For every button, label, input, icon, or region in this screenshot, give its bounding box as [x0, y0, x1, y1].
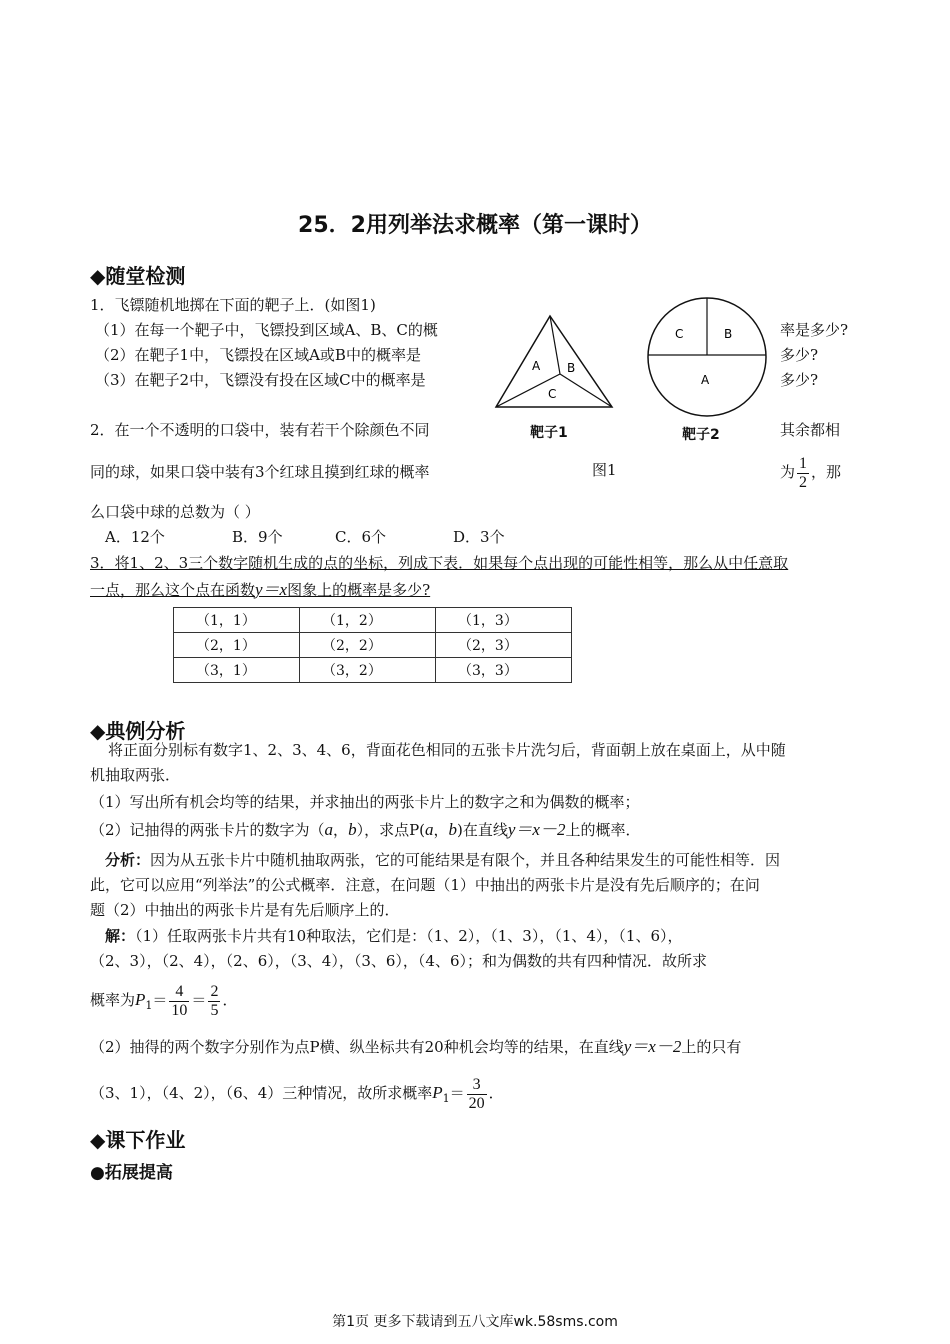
part2-text-b: ），求点P( — [356, 821, 426, 839]
table-cell: （3，2） — [300, 658, 436, 683]
table-cell: （2，3） — [436, 633, 572, 658]
q2-option-c: C．6个 — [335, 528, 387, 546]
fraction-denominator: 5 — [210, 1001, 219, 1019]
sol4-pre: （2）抽得的两个数字分别作为点P横、纵坐标共有20种机会均等的结果，在直线 — [90, 1038, 624, 1056]
target2-region-b: B — [724, 327, 733, 341]
page-footer: 第1页 更多下载请到五八文库wk.58sms.com — [332, 1314, 618, 1330]
fraction-denominator: 20 — [468, 1094, 485, 1112]
table-cell: （3，1） — [174, 658, 300, 683]
var-a: a — [425, 820, 434, 839]
q3-line1: 3．将1、2、3三个数字随机生成的点的坐标，列成下表．如果每个点出现的可能性相等，那么从中任意取 — [90, 554, 789, 572]
solution-line-3: 概率为$P_1=$ $\frac{4}{10}$ ＝ $\frac{2}{5}$ ． — [90, 982, 238, 1019]
q3-line2-post: 图象上的概率是多少? — [287, 581, 431, 599]
section-heading-examples: ◆典例分析 — [90, 719, 186, 743]
table-cell: （2，1） — [174, 633, 300, 658]
part2-text-c: )在直线 — [457, 821, 508, 839]
analysis-line-3: 题（2）中抽出的两张卡片是有先后顺序上的． — [90, 901, 400, 919]
fraction-numerator: 2 — [210, 982, 219, 1000]
section-heading-homework: ◆课下作业 — [90, 1128, 186, 1152]
example-part-1: （1）写出所有机会均等的结果，并求抽出的两张卡片上的数字之和为偶数的概率； — [90, 793, 640, 811]
analysis-line-1 — [105, 850, 780, 870]
target2-region-c: C — [675, 327, 684, 341]
table-cell: （3，3） — [436, 658, 572, 683]
table-cell: （1，1） — [174, 608, 300, 633]
solution-line-1 — [105, 926, 683, 946]
fraction-numerator: 4 — [169, 983, 189, 1002]
sol5-pre: （3、1），（4、2），（6、4）三种情况，故所求概率 — [90, 1084, 433, 1102]
figure-caption: 图1 — [592, 461, 617, 479]
p1-subscript: 1 — [145, 999, 153, 1012]
q3-line2-pre: 一点，那么这个点在函数 — [90, 581, 256, 599]
table-cell: （2，2） — [300, 633, 436, 658]
var-a: a — [324, 820, 334, 839]
example-intro-2: 机抽取两张． — [90, 766, 181, 784]
q1-part1: （1）在每一个靶子中，飞镖投到区域A、B、C的概 — [95, 321, 438, 339]
solution-label: 解： — [105, 927, 136, 945]
subsection-heading-extension: ●拓展提高 — [90, 1163, 173, 1183]
analysis-line-2: 此，它可以应用“列举法”的公式概率．注意，在问题（1）中抽出的两张卡片是没有先后顺序的；在问 — [90, 876, 760, 894]
q1-part2: （2）在靶子1中，飞镖投在区域A或B中的概率是 — [95, 346, 421, 364]
line-equation: y＝x－2 — [507, 820, 566, 839]
q1-part2-end: 多少? — [780, 346, 819, 364]
sol3-pre: 概率为 — [90, 991, 136, 1009]
analysis-text-1: 因为从五张卡片中随机抽取两张，它的可能结果是有限个，并且各种结果发生的可能性相等．因 — [150, 851, 781, 869]
var-b: b — [348, 820, 357, 839]
analysis-label: 分析： — [105, 851, 151, 869]
target1-region-b: B — [567, 361, 576, 375]
table-row — [174, 633, 572, 658]
solution-line-5: （3、1），（4、2），（6、4）三种情况，故所求概率$P_1=$ $\frac{3}{20}$ ． — [90, 1075, 504, 1112]
q2-line2: 同的球，如果口袋中装有3个红球且摸到红球的概率 — [90, 463, 430, 481]
table-row — [174, 608, 572, 633]
q2-word-na: ，那 — [811, 463, 842, 481]
target-1-figure — [490, 310, 620, 415]
q3-function: y＝x — [255, 580, 288, 599]
example-intro-1: 将正面分别标有数字1、2、3、4、6，背面花色相同的五张卡片洗匀后，背面朝上放在桌面上，从中随 — [108, 741, 786, 759]
fraction-one-half — [797, 455, 809, 492]
fraction-numerator: 1 — [799, 454, 808, 472]
q2-option-a: A．12个 — [105, 528, 165, 546]
p1-subscript: 1 — [442, 1092, 450, 1105]
sol4-post: 上的只有 — [681, 1038, 742, 1056]
fraction-4-10 — [169, 983, 189, 1020]
target2-region-a: A — [701, 373, 710, 387]
solution-line-4 — [90, 1037, 741, 1057]
p1-symbol: P — [135, 990, 146, 1009]
target1-region-c: C — [548, 387, 557, 401]
q2-line1-end: 其余都相 — [780, 421, 841, 439]
line-equation: y＝x－2 — [623, 1037, 682, 1056]
comma: ， — [433, 821, 449, 839]
q3-line2 — [90, 580, 430, 600]
comma: ， — [333, 821, 349, 839]
q1-part1-end: 率是多少? — [780, 321, 849, 339]
example-part-2 — [90, 820, 641, 840]
fraction-numerator: 3 — [467, 1076, 487, 1095]
q2-option-b: B．9个 — [232, 528, 283, 546]
solution-line-2: （2、3），（2、4），（2、6），（3、4），（3、6），（4、6）；和为偶数的共有四种情况．故所求 — [90, 952, 708, 970]
target-2-figure — [645, 295, 770, 420]
fraction-2-5 — [208, 983, 220, 1020]
table-cell: （1，2） — [300, 608, 436, 633]
q2-line3: 么口袋中球的总数为（ ） — [90, 503, 260, 521]
coordinate-table — [173, 607, 572, 683]
target-1-label: 靶子1 — [530, 425, 568, 441]
fraction-3-20 — [467, 1076, 487, 1113]
q1-stem: 1．飞镖随机地掷在下面的靶子上．(如图1) — [90, 296, 376, 314]
table-row — [174, 658, 572, 683]
q2-word-wei: 为 — [780, 463, 796, 481]
q2-option-d: D．3个 — [453, 528, 505, 546]
target1-region-a: A — [532, 359, 541, 373]
q1-part3: （3）在靶子2中，飞镖没有投在区域C中的概率是 — [95, 371, 426, 389]
q1-part3-end: 多少? — [780, 371, 819, 389]
table-cell: （1，3） — [436, 608, 572, 633]
var-b: b — [448, 820, 458, 839]
q2-line1: 2．在一个不透明的口袋中，装有若干个除颜色不同 — [90, 421, 430, 439]
q2-line2-end — [780, 450, 841, 494]
page-title: 25．2用列举法求概率（第一课时） — [298, 213, 652, 238]
solution-text-1: （1）任取两张卡片共有10种取法，它们是：（1、2），（1、3），（1、4），（1、6）， — [135, 927, 683, 945]
part2-text-d: 上的概率． — [565, 821, 641, 839]
p1-symbol: P — [432, 1083, 443, 1102]
section-heading-practice: ◆随堂检测 — [90, 264, 186, 288]
target-2-label: 靶子2 — [682, 427, 720, 443]
part2-text-a: （2）记抽得的两张卡片的数字为（ — [90, 821, 325, 839]
fraction-denominator: 10 — [171, 1001, 188, 1019]
fraction-denominator: 2 — [799, 473, 808, 491]
